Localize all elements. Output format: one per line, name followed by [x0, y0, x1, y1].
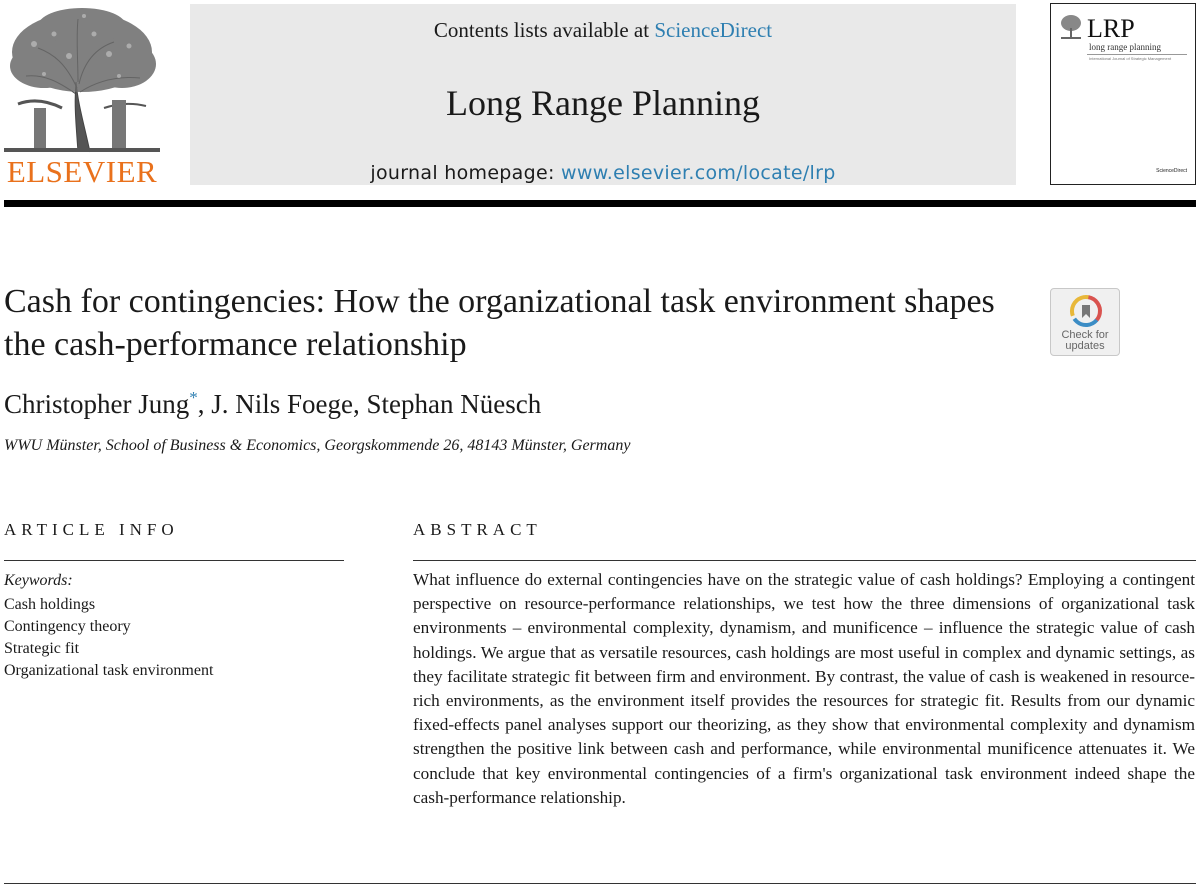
author-first[interactable]: Christopher Jung — [4, 389, 190, 419]
abstract-text: What influence do external contingencies have on the strategic value of cash holdings? Employing a contingent perspective on resource-performance relationships, we test how the three dimensions of organizational task environments – environmental complexity, dynamism, and munificence – influence the strategic value of cash holdings. We argue that as versatile resources, cash holdings are most useful in complex and dynamic settings, as they facilitate strategic fit between firm and environment. By contrast, the value of cash is weakened in resource-rich environments, as the environment itself provides the resources for strategic fit. Results from our dynamic fixed-effects panel analyses support our theorizing, as they show that environmental complexity and dynamism strengthen the positive link between cash and performance, while environmental munificence attenuates it. We conclude that key environmental contingencies of a firm's organizational task environment indeed shape the cash-performance relationship. — [413, 570, 1195, 807]
corresponding-author-mark[interactable]: * — [189, 388, 198, 407]
affiliation: WWU Münster, School of Business & Economics, Georgskommende 26, 48143 Münster, Germany — [4, 437, 631, 454]
homepage-line — [190, 162, 1016, 184]
mini-tree-icon — [1060, 14, 1082, 40]
cover-footer: ScienceDirect — [1156, 168, 1187, 174]
author-list — [4, 388, 541, 420]
keyword-item: Contingency theory — [4, 618, 131, 635]
crossmark-line-1: Check for — [1061, 329, 1109, 341]
bottom-rule — [4, 883, 1196, 884]
keywords-label: Keywords: — [4, 572, 73, 589]
header-rule — [4, 200, 1196, 207]
cover-rule — [1087, 54, 1187, 55]
crossmark-line-2: updates — [1065, 340, 1105, 352]
article-info-rule — [4, 560, 344, 561]
crossmark-icon — [1069, 294, 1103, 328]
cover-abbreviation: LRP — [1087, 14, 1135, 43]
crossmark-label — [1051, 330, 1119, 352]
journal-cover[interactable] — [1050, 3, 1196, 185]
keyword-list — [4, 594, 213, 682]
homepage-prefix: journal homepage: — [370, 162, 562, 184]
sciencedirect-link[interactable]: ScienceDirect — [654, 18, 773, 42]
authors-rest: , J. Nils Foege, Stephan Nüesch — [197, 389, 542, 419]
contents-prefix: Contents lists available at — [433, 18, 655, 42]
publisher-name: ELSEVIER — [6, 154, 158, 189]
contents-line — [190, 18, 1016, 43]
journal-masthead — [190, 4, 1016, 185]
cover-description: International Journal of Strategic Management — [1089, 56, 1172, 61]
journal-title[interactable]: Long Range Planning — [446, 83, 760, 123]
homepage-link[interactable]: www.elsevier.com/locate/lrp — [561, 162, 836, 184]
keyword-item: Organizational task environment — [4, 662, 214, 679]
publisher-logo[interactable] — [4, 4, 160, 189]
article-title: Cash for contingencies: How the organizational task environment shapes the cash-performance relationship — [4, 283, 995, 363]
keyword-item: Cash holdings — [4, 596, 96, 613]
article-info-heading: ARTICLE INFO — [4, 520, 179, 539]
abstract-rule — [413, 560, 1196, 561]
elsevier-tree-icon — [4, 4, 160, 154]
abstract-heading: ABSTRACT — [413, 520, 542, 539]
check-for-updates-button[interactable] — [1050, 288, 1120, 356]
keyword-item: Strategic fit — [4, 640, 80, 657]
cover-subtitle: long range planning — [1089, 42, 1161, 52]
